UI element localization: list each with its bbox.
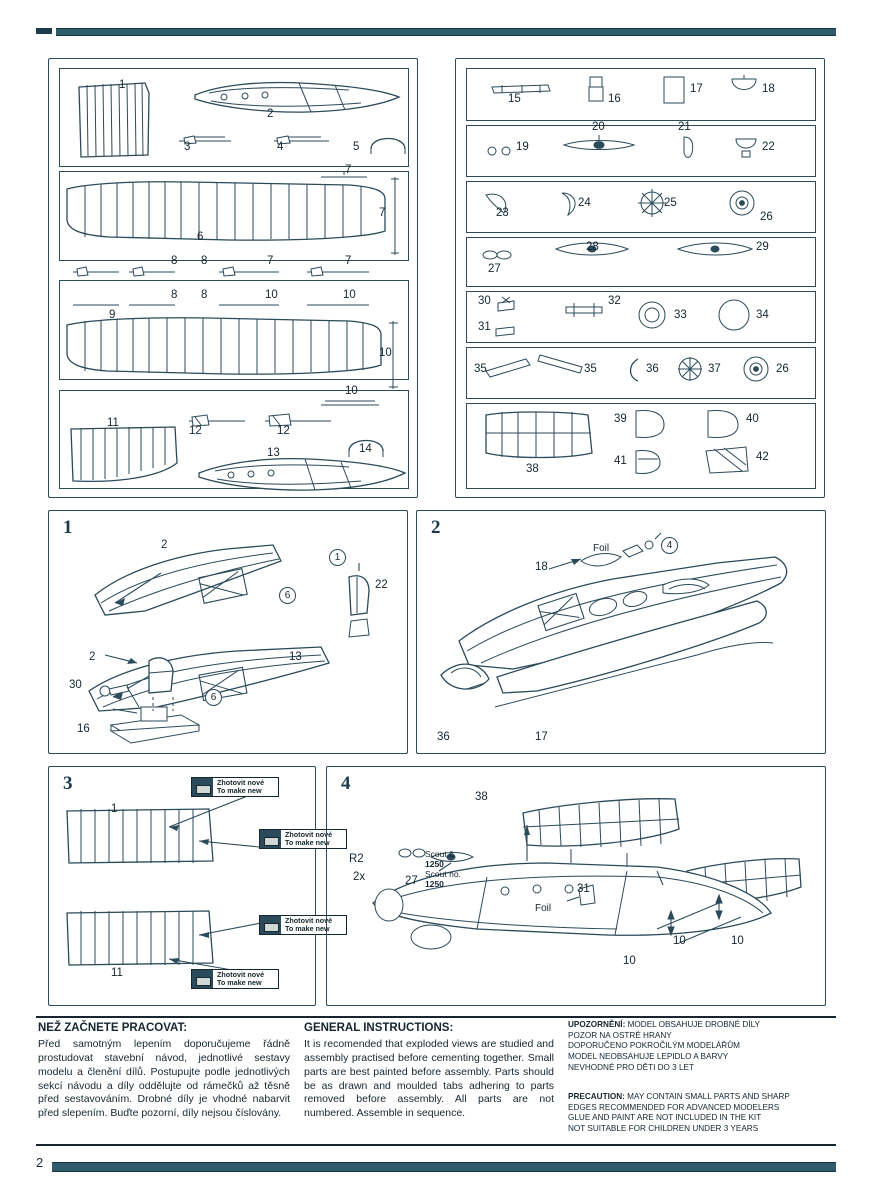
make-new-icon — [260, 830, 281, 848]
sprue-part-label: 41 — [614, 455, 627, 467]
sprue-part-label: 18 — [762, 83, 775, 95]
sprue-part-label: 20 — [592, 121, 605, 133]
sprue-part-label: 2 — [267, 108, 274, 120]
footer-warning-cz-line-5: NEVHODNÉ PRO DĚTI DO 3 LET — [568, 1062, 695, 1072]
step-4-part-label: 31 — [577, 883, 590, 895]
note-label-en: To make new — [217, 978, 262, 987]
footer-warning-cz-line-2: POZOR NA OSTRÉ HRANY — [568, 1030, 672, 1040]
sprue-part-label: 8 — [201, 255, 208, 267]
make-new-note — [191, 777, 279, 797]
step-4-foil-note: Foil — [535, 903, 552, 914]
sprue-panel-right — [455, 58, 825, 498]
sprue-part-label: 10 — [379, 347, 392, 359]
step-1-part-label: 16 — [77, 723, 90, 735]
sprue-part-label: 13 — [267, 447, 280, 459]
header-bar-segment-left — [36, 28, 52, 34]
footer-body-en: It is recomended that exploded views are studied and assembly practised before cementing together. Small parts are best painted before assembly. Parts should be as drawn and moulded tabs adhering to parts removed before assembly. All parts are not numbered. Assemble in sequence. — [304, 1038, 554, 1120]
step-1-circle-label: 6 — [279, 587, 296, 604]
step-number: 3 — [63, 773, 73, 794]
footer-warning-title-cz: UPOZORNĚNÍ: — [568, 1020, 626, 1029]
sprue-panel-left — [48, 58, 418, 498]
sprue-part-label: 34 — [756, 309, 769, 321]
footer-warning-en-line-3: GLUE AND PAINT ARE NOT INCLUDED IN THE KIT — [568, 1113, 762, 1123]
scout-label-en: Scout no. — [425, 869, 461, 879]
make-new-note — [191, 969, 279, 989]
footer-warning-cz-line-4: MODEL NEOBSAHUJE LEPIDLO A BARVY — [568, 1051, 729, 1061]
step-2-drawing — [417, 511, 827, 755]
make-new-icon — [192, 778, 213, 796]
footer-warning-cz — [568, 1020, 830, 1073]
note-label-en: To make new — [285, 924, 330, 933]
note-label-cz: Zhotovit nové — [285, 829, 333, 839]
step-number: 2 — [431, 517, 441, 538]
sprue-part-label: 22 — [762, 141, 775, 153]
footer-warning-en-line-4: NOT SUITABLE FOR CHILDREN UNDER 3 YEARS — [568, 1123, 759, 1133]
step-4-dimension-label: 10 — [673, 935, 686, 947]
sprue-part-label: 10 — [343, 289, 356, 301]
footer-top-rule — [36, 1016, 836, 1018]
make-new-icon — [260, 916, 281, 934]
step-4-dimension-label: 10 — [623, 955, 636, 967]
step-number: 1 — [63, 517, 73, 538]
header-bar-segment-main — [56, 28, 836, 36]
sprue-right-drawing — [456, 59, 826, 499]
step-1-part-label: 2 — [161, 539, 168, 551]
step-4-part-label: R2 — [349, 853, 364, 865]
sprue-part-label: 38 — [526, 463, 539, 475]
sprue-part-label: 12 — [277, 425, 290, 437]
sprue-part-label: 26 — [760, 211, 773, 223]
sprue-part-label: 32 — [608, 295, 621, 307]
step-1-part-label: 13 — [289, 651, 302, 663]
assembly-step-3 — [48, 766, 333, 1006]
scout-label-cz: Scout č. — [425, 849, 456, 859]
sprue-part-label: 29 — [756, 241, 769, 253]
sprue-part-label: 12 — [189, 425, 202, 437]
footer-warning-cz-line-1: MODEL OBSAHUJE DROBNÉ DÍLY — [627, 1020, 760, 1029]
sprue-part-label: 19 — [516, 141, 529, 153]
assembly-step-4 — [326, 766, 826, 1006]
scout-value-cz: 1250 — [425, 859, 444, 869]
step-3-part-label: 1 — [111, 803, 118, 815]
sprue-part-label: 36 — [646, 363, 659, 375]
footer-bar — [52, 1162, 836, 1172]
step-4-dimension-label: 10 — [731, 935, 744, 947]
sprue-part-label: 39 — [614, 413, 627, 425]
note-label-cz: Zhotovit nové — [217, 777, 265, 787]
sprue-part-label: 7 — [267, 255, 274, 267]
footer-body-cz: Před samotným lepením doporučujeme řádně prostudovat stavební návod, jednotlivé sestavy modelu a členění dílů. Postupujte podle jednotlivých sekcí návodu a díly oddělujte od rámečků až těsně před sestavováním. Drobné díly je vhodné nabarvit před slepením. Buďte pozorní, díly nejsou číslovány. — [38, 1038, 290, 1120]
page-number: 2 — [36, 1155, 44, 1170]
sprue-part-label: 7 — [379, 207, 386, 219]
note-label-cz: Zhotovit nové — [285, 915, 333, 925]
sprue-part-label: 4 — [277, 141, 284, 153]
sprue-part-label: 8 — [201, 289, 208, 301]
step-1-part-label: 2 — [89, 651, 96, 663]
sprue-part-label: 10 — [265, 289, 278, 301]
sprue-part-label: 40 — [746, 413, 759, 425]
step-4-quantity-label: 2x — [353, 871, 366, 883]
sprue-part-label: 27 — [488, 263, 501, 275]
note-label-cz: Zhotovit nové — [217, 969, 265, 979]
step-1-part-label: 30 — [69, 679, 82, 691]
sprue-part-label: 7 — [345, 255, 352, 267]
header-bar — [36, 27, 836, 35]
step-2-part-label: 17 — [535, 731, 548, 743]
footer-warning-en-line-1: MAY CONTAIN SMALL PARTS AND SHARP — [627, 1092, 790, 1101]
sprue-part-label: 28 — [586, 241, 599, 253]
sprue-part-label: 9 — [109, 309, 116, 321]
sprue-left-drawing — [49, 59, 419, 499]
sprue-part-label: 30 — [478, 295, 491, 307]
sprue-part-label: 33 — [674, 309, 687, 321]
footer-title-cz: NEŽ ZAČNETE PRACOVAT: — [38, 1022, 188, 1034]
sprue-part-label: 37 — [708, 363, 721, 375]
step-3-part-label: 11 — [111, 967, 123, 979]
sprue-part-label: 3 — [184, 141, 191, 153]
sprue-part-label: 21 — [678, 121, 691, 133]
step-1-drawing — [49, 511, 409, 755]
sprue-part-label: 5 — [353, 141, 360, 153]
assembly-step-1 — [48, 510, 408, 754]
sprue-part-label: 11 — [107, 417, 119, 429]
sprue-part-label: 10 — [345, 385, 358, 397]
assembly-step-2 — [416, 510, 826, 754]
step-4-part-label: 38 — [475, 791, 488, 803]
sprue-part-label: 14 — [359, 443, 372, 455]
sprue-part-label: 6 — [197, 231, 204, 243]
footer-warning-title-en: PRECAUTION: — [568, 1092, 625, 1101]
sprue-part-label: 7 — [345, 164, 352, 176]
footer-bottom-rule — [36, 1144, 836, 1146]
sprue-part-label: 16 — [608, 93, 621, 105]
step-2-foil-note: Foil — [593, 543, 610, 554]
sprue-part-label: 42 — [756, 451, 769, 463]
sprue-part-label: 31 — [478, 321, 491, 333]
sprue-part-label: 35 — [474, 363, 487, 375]
step-1-part-label: 22 — [375, 579, 388, 591]
step-2-circle-label: 4 — [661, 537, 678, 554]
note-label-en: To make new — [285, 838, 330, 847]
sprue-part-label: 23 — [496, 207, 509, 219]
step-4-part-label: 27 — [405, 875, 418, 887]
sprue-part-label: 26 — [776, 363, 789, 375]
footer-warning-en — [568, 1092, 836, 1135]
footer-title-en: GENERAL INSTRUCTIONS: — [304, 1022, 454, 1034]
sprue-part-label: 15 — [508, 93, 521, 105]
footer-warning-en-line-2: EDGES RECOMMENDED FOR ADVANCED MODELERS — [568, 1102, 780, 1112]
step-2-part-label: 36 — [437, 731, 450, 743]
sprue-part-label: 25 — [664, 197, 677, 209]
sprue-part-label: 17 — [690, 83, 703, 95]
step-number: 4 — [341, 773, 351, 794]
sprue-part-label: 8 — [171, 255, 178, 267]
sprue-part-label: 8 — [171, 289, 178, 301]
step-2-part-label: 18 — [535, 561, 548, 573]
footer-warning-cz-line-3: DOPORUČENO POKROČILÝM MODELÁŘŮM — [568, 1041, 740, 1051]
make-new-icon — [192, 970, 213, 988]
step-1-circle-label: 6 — [205, 689, 222, 706]
scout-value-en: 1250 — [425, 879, 444, 889]
sprue-part-label: 24 — [578, 197, 591, 209]
sprue-part-label: 35 — [584, 363, 597, 375]
sprue-part-label: 1 — [119, 79, 126, 91]
step-1-circle-label: 1 — [329, 549, 346, 566]
note-label-en: To make new — [217, 786, 262, 795]
